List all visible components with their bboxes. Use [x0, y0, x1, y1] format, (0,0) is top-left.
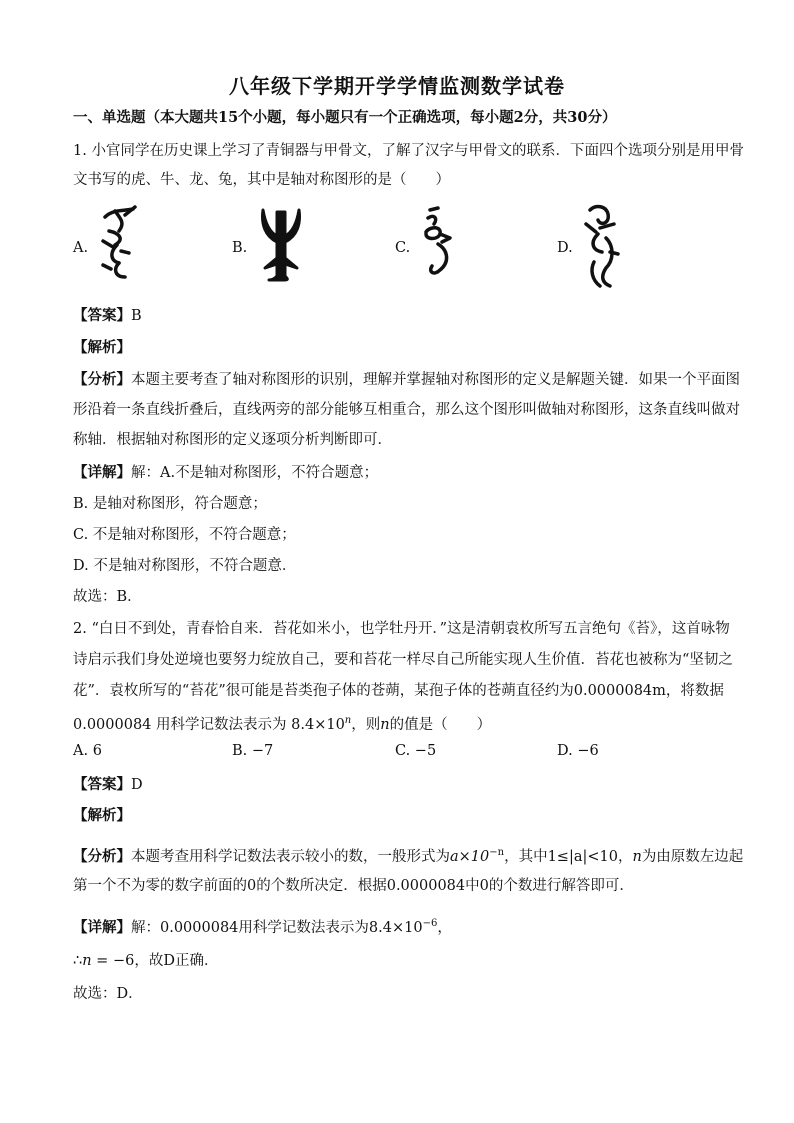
q2-xiangjie-text-b: ，: [437, 919, 452, 936]
q2-therefore-n: n: [82, 953, 92, 969]
q2-fenxi-exponent: −n: [489, 847, 505, 858]
q2-stem-line1: 2. “白日不到处，青春恰自来．苔花如米小，也学牡丹开．”这是清朝袁枚所写五言绝句《苔》，这首咏物: [73, 621, 730, 637]
q2-answer-value: D: [131, 777, 143, 793]
q1-xiangjie-text1: 解：A.不是轴对称图形，不符合题意；: [131, 465, 379, 481]
q2-stem-line4-c: 的值是（ ）: [389, 716, 492, 733]
q1-stem-line2: 文书写的虎、牛、龙、兔，其中是轴对称图形的是（ ）: [73, 172, 450, 188]
q2-xiangjie-line: [73, 914, 733, 938]
q1-choose: 故选：B．: [73, 589, 142, 605]
q1-detail-d: D. 不是轴对称图形，不符合题意．: [73, 558, 297, 574]
q1-analysis-tag: [73, 338, 733, 358]
q1-stem-line1: 1. 小官同学在历史课上学习了青铜器与甲骨文，了解了汉字与甲骨文的联系．下面四个选项分别是用甲骨: [73, 143, 744, 159]
q2-stem-line3: 花”．袁枚所写的“苔花”很可能是苔类孢子体的苍蒴，某孢子体的苍蒴直径约为0.0000084m，将数据: [73, 683, 724, 699]
q2-fenxi-text1a: 本题考查用科学记数法表示较小的数，一般形式为: [131, 848, 450, 865]
q1-answer: [73, 306, 733, 326]
q2-fenxi-line1: [73, 843, 744, 867]
therefore-symbol: ∴: [73, 953, 83, 969]
q2-options: [0, 743, 794, 765]
q1-option-a-label: A.: [73, 240, 89, 256]
q2-fenxi-tag: 【分析】: [73, 847, 131, 865]
q2-stem-exponent: n: [344, 715, 352, 726]
q1-fenxi-line3: 称轴．根据轴对称图形的定义逐项分析判断即可．: [73, 432, 392, 448]
oracle-rabbit-glyph: [580, 202, 626, 290]
q2-stem-line2: 诗启示我们身处逆境也要努力绽放自己，要和苔花一样尽自己所能实现人生价值．苔花也被称为“坚韧之: [73, 652, 733, 668]
q2-therefore-text: = −6，故D正确．: [91, 953, 219, 969]
q2-stem-line4: [73, 711, 733, 735]
q1-xiangjie-tag: 【详解】: [73, 464, 131, 481]
q2-choose: 故选：D．: [73, 986, 143, 1002]
q2-stem-n: n: [380, 716, 390, 733]
q2-fenxi-text1b: ，其中1≤|a|<10，: [504, 848, 633, 865]
q2-fenxi-text1c: 为由原数左边起: [641, 848, 744, 865]
q1-answer-tag: 【答案】: [73, 307, 131, 324]
q2-fenxi-line2: 第一个不为零的数字前面的0的个数所决定．根据0.0000084中0的个数进行解答即可．: [73, 878, 634, 894]
oracle-ox-glyph: [255, 206, 307, 286]
q2-stem-line4-a: 0.0000084 用科学记数法表示为 8.4×10: [73, 716, 345, 733]
q2-fenxi-n: n: [632, 848, 642, 865]
q2-xiangjie-exponent: −6: [422, 918, 438, 929]
q1-fenxi-line1: [73, 370, 740, 390]
oracle-tiger-glyph: [95, 205, 145, 287]
q2-fenxi-formula: a×10: [450, 848, 490, 865]
q2-answer: [73, 775, 733, 795]
q2-option-a: A. 6: [73, 743, 102, 759]
q2-option-c: C. −5: [395, 743, 437, 759]
q2-xiangjie-tag: 【详解】: [73, 918, 131, 936]
q1-detail-c: C. 不是轴对称图形，不符合题意；: [73, 527, 296, 543]
q1-answer-value: B: [131, 308, 142, 324]
q1-fenxi-tag: 【分析】: [73, 371, 131, 388]
q2-therefore-line: [73, 951, 733, 971]
q1-option-b-label: B.: [232, 240, 248, 256]
oracle-dragon-glyph: [418, 204, 462, 288]
page-title: 八年级下学期开学学情监测数学试卷: [229, 74, 565, 98]
q2-analysis-label: 【解析】: [73, 807, 131, 824]
q1-fenxi-line2: 形沿着一条直线折叠后，直线两旁的部分能够互相重合，那么这个图形叫做轴对称图形，这条直线叫做对: [73, 402, 740, 418]
q2-option-b: B. −7: [232, 743, 274, 759]
q2-xiangjie-text-a: 解：0.0000084用科学记数法表示为8.4×10: [131, 919, 423, 936]
q2-answer-tag: 【答案】: [73, 776, 131, 793]
q1-fenxi-text1: 本题主要考查了轴对称图形的识别，理解并掌握轴对称图形的定义是解题关键．如果一个平面图: [131, 372, 740, 388]
q2-analysis-tag: [73, 806, 733, 826]
q1-analysis-label: 【解析】: [73, 339, 131, 356]
q2-option-d: D. −6: [557, 743, 599, 759]
section-heading: 一、单选题（本大题共15个小题，每小题只有一个正确选项，每小题2分，共30分）: [73, 109, 617, 126]
q2-stem-line4-b: ，则: [351, 716, 381, 733]
q1-option-d-label: D.: [557, 240, 573, 256]
q1-option-c-label: C.: [395, 240, 411, 256]
q1-xiangjie-line1: [73, 463, 733, 483]
q1-detail-b: B. 是轴对称图形，符合题意；: [73, 496, 267, 512]
